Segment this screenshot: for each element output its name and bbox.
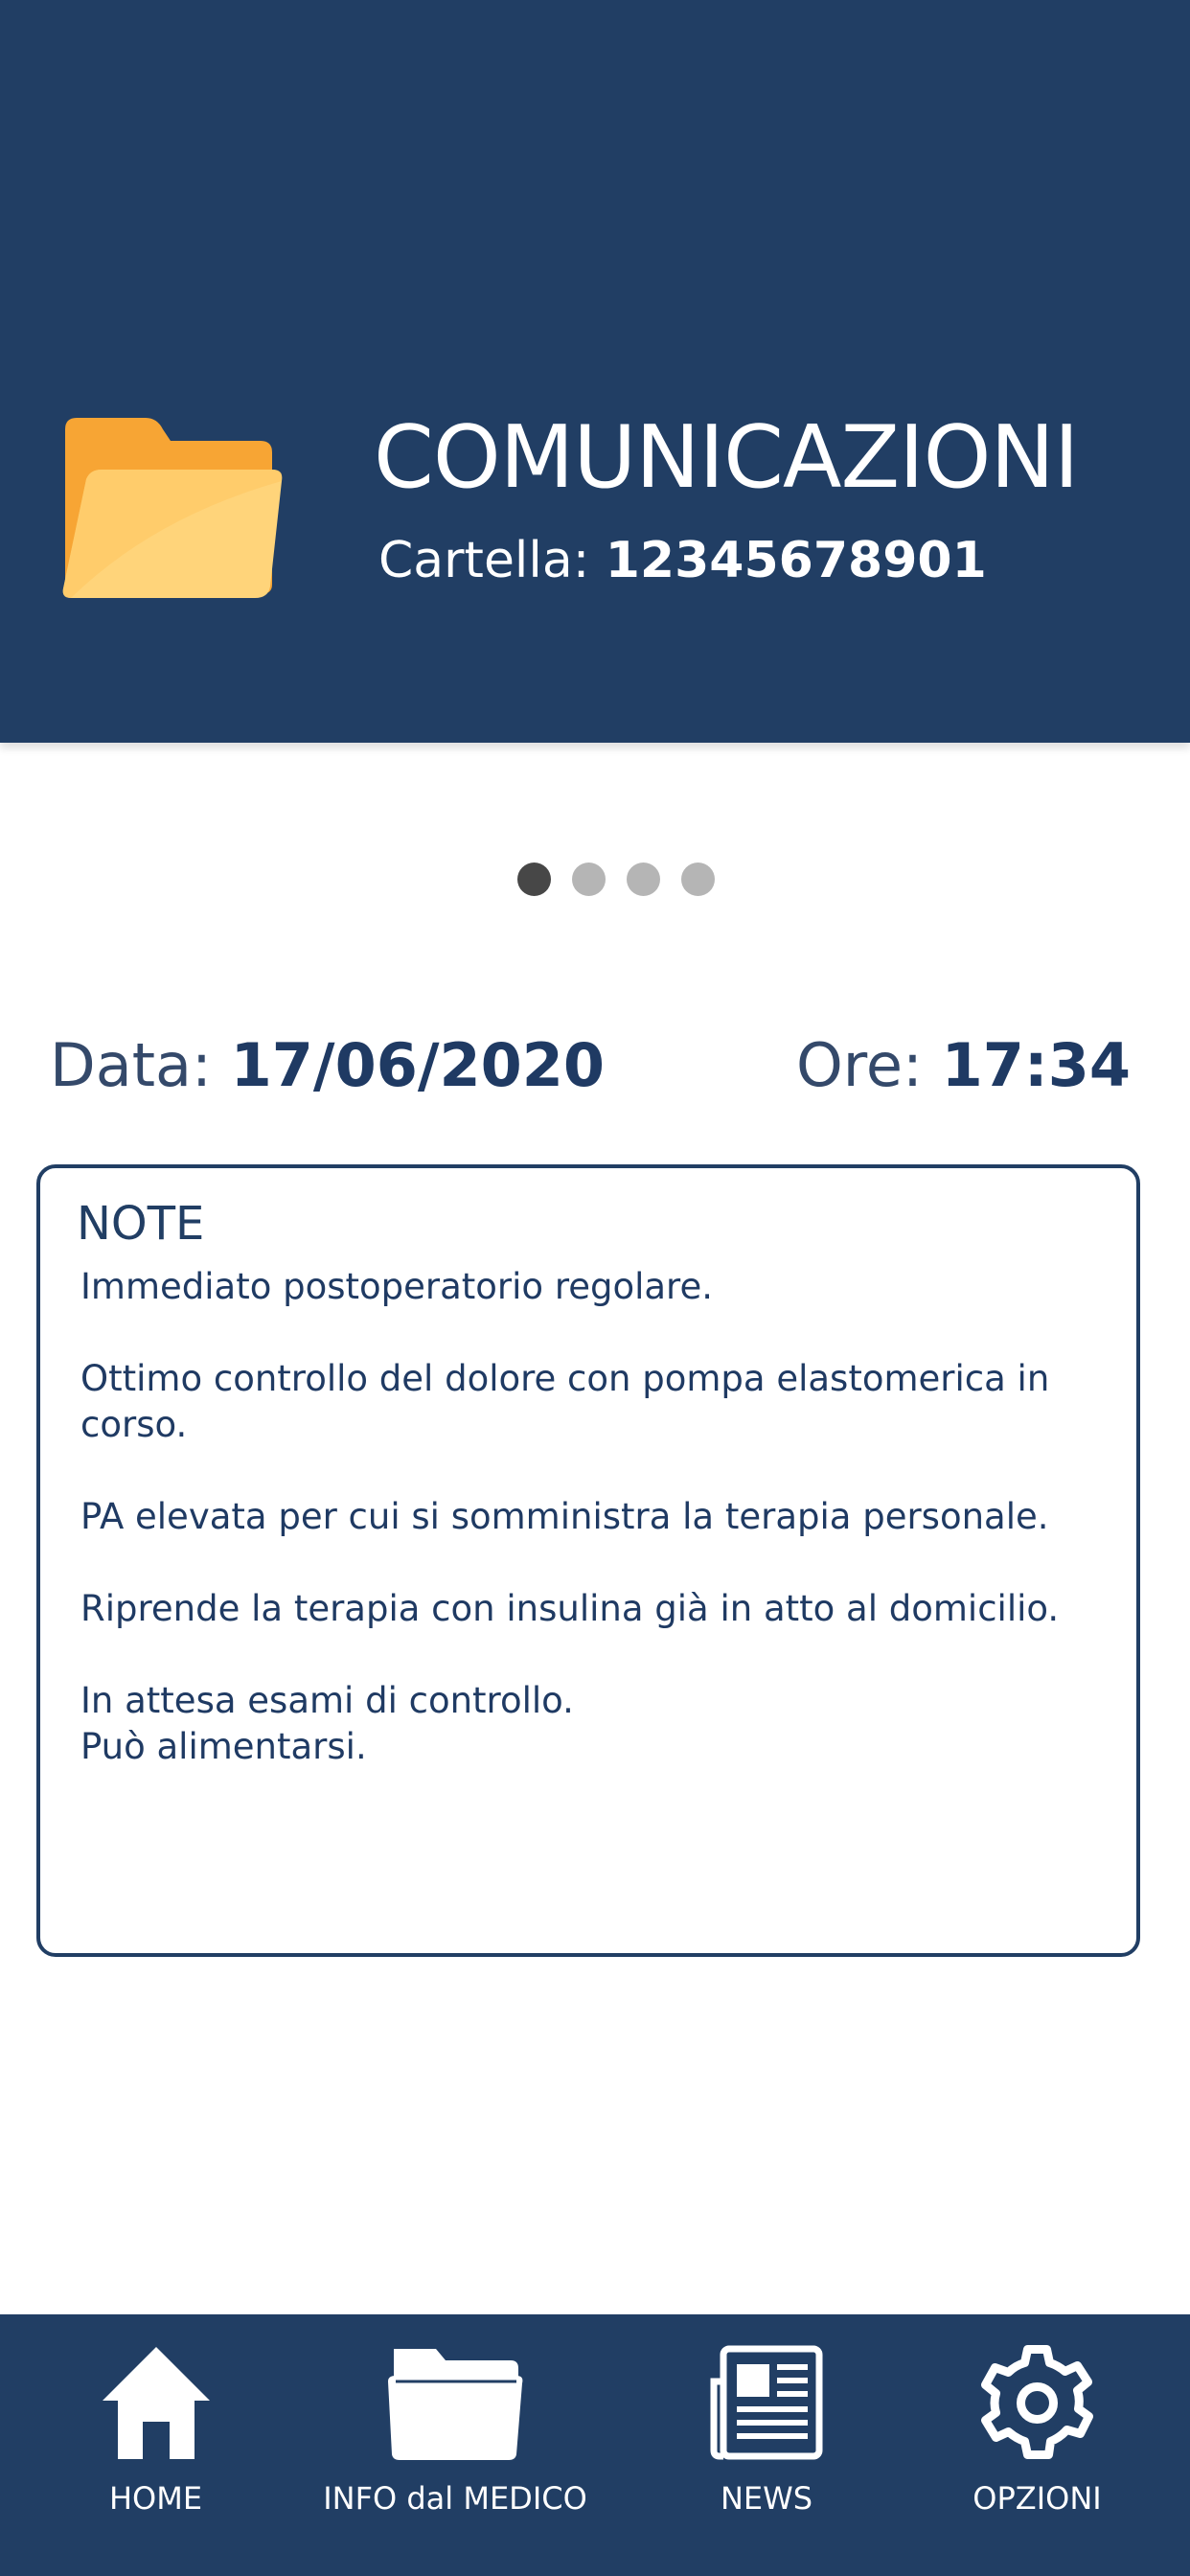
gear-icon xyxy=(977,2343,1097,2463)
page-dot-4[interactable] xyxy=(681,862,715,896)
tab-home[interactable] xyxy=(91,2343,220,2517)
folder-number: 12345678901 xyxy=(605,532,987,589)
folder-icon xyxy=(386,2343,525,2463)
note-paragraph: PA elevata per cui si somministra la terapia personale. xyxy=(80,1496,1049,1537)
note-paragraph: Ottimo controllo del dolore con pompa elastomerica in corso. xyxy=(80,1358,1050,1445)
page-dot-3[interactable] xyxy=(627,862,660,896)
note-box[interactable] xyxy=(36,1164,1140,1957)
page-dot-1[interactable] xyxy=(517,862,551,896)
page-dot-2[interactable] xyxy=(572,862,606,896)
note-paragraph: Immediato postoperatorio regolare. xyxy=(80,1266,713,1307)
folder-icon xyxy=(57,412,287,604)
folder-label: Cartella: xyxy=(378,532,590,589)
tab-news[interactable] xyxy=(690,2343,843,2517)
note-title: NOTE xyxy=(77,1197,205,1251)
tab-home-label: HOME xyxy=(108,2480,203,2517)
tab-opzioni-label: OPZIONI xyxy=(973,2480,1102,2517)
note-paragraph: In attesa esami di controllo. xyxy=(80,1680,574,1721)
date-value: 17/06/2020 xyxy=(230,1030,606,1100)
header xyxy=(0,0,1190,743)
date-row xyxy=(50,1030,605,1100)
time-label: Ore: xyxy=(795,1030,923,1100)
folder-number-line xyxy=(378,532,987,589)
note-paragraph: Può alimentarsi. xyxy=(80,1726,367,1767)
tab-info-dal-medico[interactable] xyxy=(316,2343,594,2517)
home-icon xyxy=(99,2343,214,2463)
time-value: 17:34 xyxy=(941,1030,1131,1100)
page-title: COMUNICAZIONI xyxy=(374,407,1079,508)
newspaper-icon xyxy=(710,2343,823,2463)
tab-info-label: INFO dal MEDICO xyxy=(323,2480,587,2517)
note-body xyxy=(80,1264,1106,1816)
tab-news-label: NEWS xyxy=(720,2480,813,2517)
date-label: Data: xyxy=(50,1030,212,1100)
bottom-tab-bar xyxy=(0,2314,1190,2576)
page-indicator[interactable] xyxy=(517,862,715,896)
time-row xyxy=(796,1030,1131,1100)
tab-opzioni[interactable] xyxy=(963,2343,1111,2517)
note-paragraph: Riprende la terapia con insulina già in atto al domicilio. xyxy=(80,1588,1060,1629)
